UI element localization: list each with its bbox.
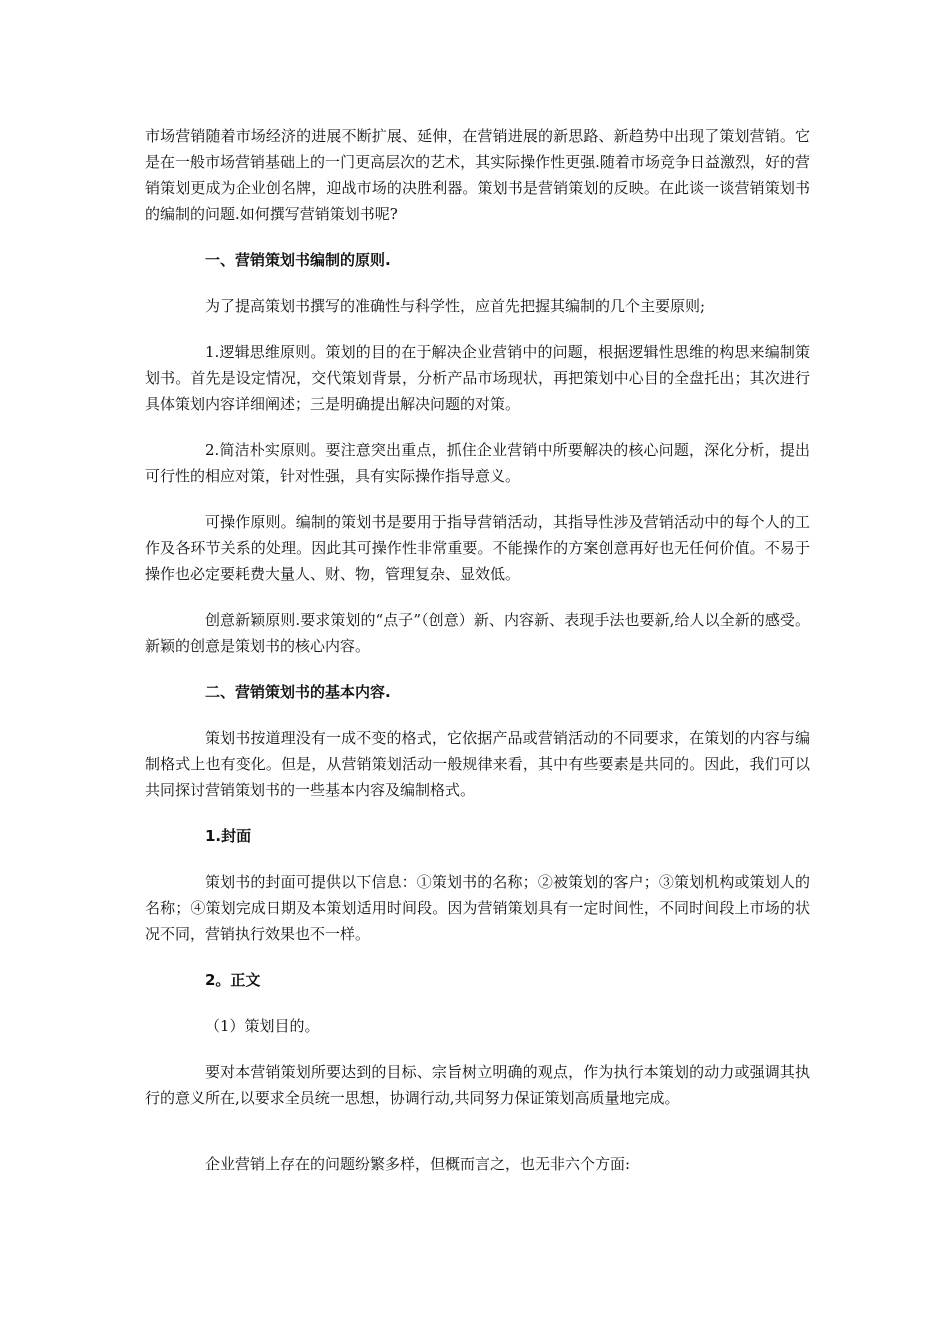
subheading-body: 2。正文 — [205, 971, 261, 989]
section-heading-principles: 一、营销策划书编制的原则. — [205, 251, 391, 269]
contents-lead-paragraph: 策划书按道理没有一成不变的格式，它依据产品或营销活动的不同要求，在策划的内容与编制格式上也有变化。但是，从营销策划活动一般规律来看，其中有些要素是共同的。因此，我们可以共同探讨营销策划书的一些基本内容及编制格式。 — [145, 729, 810, 799]
document-body — [145, 123, 810, 1197]
principle-simple-paragraph: 2.简洁朴实原则。要注意突出重点，抓住企业营销中所要解决的核心问题，深化分析，提出可行性的相应对策，针对性强，具有实际操作指导意义。 — [145, 441, 810, 485]
principle-logic-paragraph: 1.逻辑思维原则。策划的目的在于解决企业营销中的问题，根据逻辑性思维的构思来编制策划书。首先是设定情况，交代策划背景，分析产品市场现状，再把策划中心目的全盘托出；其次进行具体策划内容详细阐述；三是明确提出解决问题的对策。 — [145, 343, 810, 413]
cover-paragraph: 策划书的封面可提供以下信息：①策划书的名称；②被策划的客户；③策划机构或策划人的名称；④策划完成日期及本策划适用时间段。因为营销策划具有一定时间性，不同时间段上市场的状况不同，营销执行效果也不一样。 — [145, 873, 810, 943]
principle-creative-paragraph: 创意新颖原则.要求策划的“点子”（创意）新、内容新、表现手法也要新,给人以全新的感受。新颖的创意是策划书的核心内容。 — [145, 611, 810, 655]
principle-operable-paragraph: 可操作原则。编制的策划书是要用于指导营销活动，其指导性涉及营销活动中的每个人的工作及各环节关系的处理。因此其可操作性非常重要。不能操作的方案创意再好也无任何价值。不易于操作也必定要耗费大量人、财、物，管理复杂、显效低。 — [145, 513, 810, 583]
purpose-label: （1）策划目的。 — [205, 1017, 320, 1035]
section-heading-contents: 二、营销策划书的基本内容. — [205, 683, 391, 701]
problems-paragraph: 企业营销上存在的问题纷繁多样，但概而言之，也无非六个方面: — [205, 1155, 631, 1173]
purpose-paragraph: 要对本营销策划所要达到的目标、宗旨树立明确的观点，作为执行本策划的动力或强调其执行的意义所在,以要求全员统一思想，协调行动,共同努力保证策划高质量地完成。 — [145, 1063, 810, 1107]
principles-lead-paragraph: 为了提高策划书撰写的准确性与科学性，应首先把握其编制的几个主要原则; — [205, 297, 706, 315]
intro-paragraph: 市场营销随着市场经济的进展不断扩展、延伸，在营销进展的新思路、新趋势中出现了策划营销。它是在一般市场营销基础上的一门更高层次的艺术，其实际操作性更强.随着市场竞争日益激烈，好的营销策划更成为企业创名牌，迎战市场的决胜利器。策划书是营销策划的反映。在此谈一谈营销策划书的编制的问题.如何撰写营销策划书呢? — [145, 127, 810, 223]
subheading-cover: 1.封面 — [205, 827, 252, 845]
